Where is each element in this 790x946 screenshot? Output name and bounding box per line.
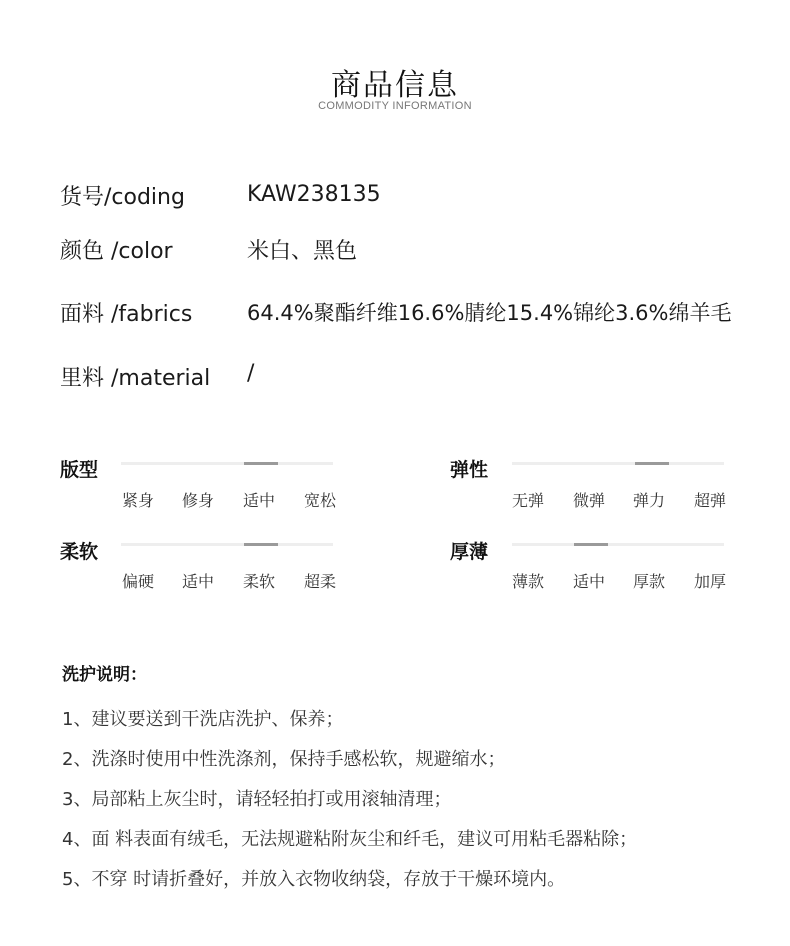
- scale-track: [512, 543, 724, 546]
- scale-title: 厚薄: [450, 541, 489, 563]
- scale-option: 适中: [242, 491, 275, 510]
- scale-selected-marker: [244, 462, 278, 465]
- spec-value-color: 米白、黑色: [247, 239, 358, 264]
- scale-title: 弹性: [450, 459, 489, 481]
- care-title: 洗护说明：: [62, 665, 147, 685]
- scale-title: 柔软: [60, 541, 99, 563]
- scale-option: 偏硬: [121, 572, 154, 591]
- spec-value-fabrics: 64.4%聚酯纤维16.6%腈纶15.4%锦纶3.6%绵羊毛: [247, 301, 732, 325]
- scale-selected-marker: [635, 462, 669, 465]
- scale-option: 宽松: [303, 491, 336, 510]
- scale-option: 超弹: [693, 491, 726, 510]
- scale-option: 无弹: [511, 491, 544, 510]
- scale-option: 超柔: [303, 572, 336, 591]
- spec-label-coding: 货号/coding: [60, 185, 185, 210]
- spec-label-fabrics: 面料 /fabrics: [60, 302, 193, 327]
- scale-option: 厚款: [632, 572, 665, 591]
- scale-option: 微弹: [572, 491, 605, 510]
- scale-option: 紧身: [121, 491, 154, 510]
- page-title: 商品信息: [331, 68, 459, 103]
- spec-label-material: 里料 /material: [60, 366, 211, 391]
- scale-track: [121, 462, 333, 465]
- scale-option: 适中: [181, 572, 214, 591]
- scale-option: 加厚: [693, 572, 726, 591]
- care-line: 2、洗涤时使用中性洗涤剂，保持手感松软，规避缩水；: [62, 749, 506, 770]
- scale-option: 柔软: [242, 572, 275, 591]
- scale-option: 适中: [572, 572, 605, 591]
- scale-option: 修身: [181, 491, 214, 510]
- scale-option: 弹力: [632, 491, 665, 510]
- spec-value-coding: KAW238135: [247, 182, 381, 207]
- care-line: 3、局部粘上灰尘时，请轻轻拍打或用滚轴清理；: [62, 789, 452, 810]
- scale-selected-marker: [244, 543, 278, 546]
- scale-title: 版型: [60, 459, 99, 481]
- spec-value-material: /: [247, 361, 255, 386]
- scale-option: 薄款: [511, 572, 544, 591]
- spec-label-color: 颜色 /color: [60, 239, 173, 264]
- care-line: 1、建议要送到干洗店洗护、保养；: [62, 709, 344, 730]
- care-line: 5、不穿 时请折叠好，并放入衣物收纳袋，存放于干燥环境内。: [62, 869, 566, 890]
- scale-selected-marker: [574, 543, 608, 546]
- scale-track: [121, 543, 333, 546]
- scale-track: [512, 462, 724, 465]
- care-line: 4、面 料表面有绒毛，无法规避粘附灰尘和纤毛，建议可用粘毛器粘除；: [62, 829, 638, 850]
- page-subtitle: COMMODITY INFORMATION: [318, 100, 472, 112]
